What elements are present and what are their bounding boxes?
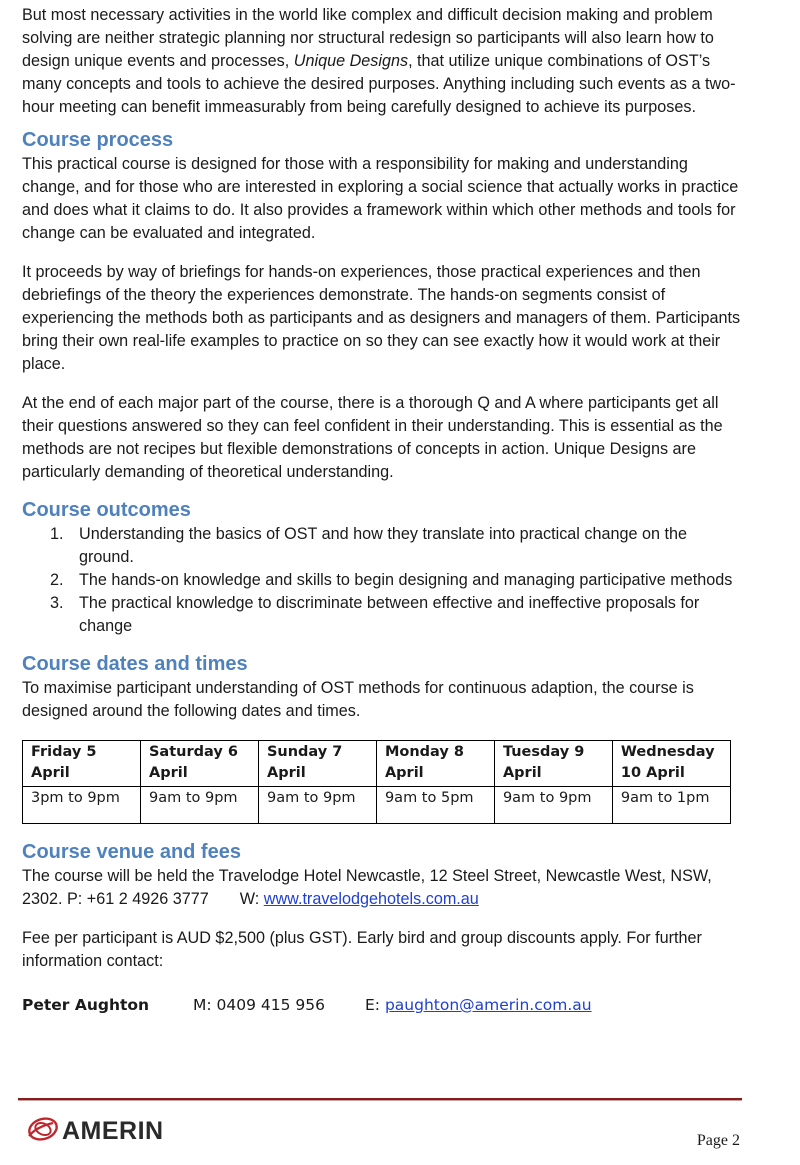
fee-paragraph: Fee per participant is AUD $2,500 (plus GST). Early bird and group discounts apply. For further information contact: — [22, 929, 702, 970]
course-dates-heading: Course dates and times — [22, 653, 248, 675]
course-process-heading: Course process — [22, 129, 174, 151]
list-number: 1. — [50, 525, 64, 543]
contact-name: Peter Aughton — [22, 996, 150, 1014]
amerin-logo — [26, 1114, 164, 1149]
table-cell: 9am to 9pm — [258, 787, 376, 824]
table-header-cell: Saturday 6 April — [140, 741, 258, 787]
course-outcomes-heading: Course outcomes — [22, 499, 191, 521]
course-process-paragraph-3: At the end of each major part of the course, there is a thorough Q and A where participants get all their questions answered so they can feel confident in their understanding. This is essential as the methods are not recipes but flexible demonstrations of concepts in action. Unique Designs are particularly demanding of theoretical understanding. — [22, 394, 723, 481]
course-process-paragraph-2: It proceeds by way of briefings for hands-on experiences, those practical experiences and then debriefings of the theory the experiences demonstrate. The hands-on segments consist of experiencing the methods both as participants and as designers and managers of them. Participants bring their own real-life examples to practice on so they can see exactly how it would work at their place. — [22, 263, 741, 373]
table-cell: 9am to 1pm — [612, 787, 730, 824]
logo-wordmark: AMERIN — [62, 1117, 164, 1145]
table-header-cell: Monday 8 April — [376, 741, 494, 787]
list-item — [22, 592, 742, 638]
list-number: 2. — [50, 571, 64, 589]
email-label: E: — [365, 996, 381, 1014]
list-number: 3. — [50, 594, 64, 612]
course-outcomes-list — [22, 523, 742, 638]
document-page — [22, 4, 742, 1016]
footer-divider — [18, 1098, 742, 1101]
page-number-value: 2 — [732, 1132, 740, 1149]
table-cell: 3pm to 9pm — [23, 787, 141, 824]
amerin-swirl-logo-icon — [26, 1114, 60, 1149]
schedule-table — [22, 740, 731, 824]
table-header-cell: Friday 5 April — [23, 741, 141, 787]
course-process-paragraph-1: This practical course is designed for those with a responsibility for making and understanding change, and for those who are interested in exploring a social science that actually works in practice and does what it claims to do. It also provides a framework within which other methods and tools for change can be evaluated and integrated. — [22, 155, 739, 242]
intro-text-start: But most necessary activities in the world like complex and difficult decision making and problem solving are neither strategic planning nor structural redesign so participants will also learn how to design unique events and processes, — [22, 6, 714, 70]
venue-text: The course will be held the Travelodge Hotel Newcastle, 12 Steel Street, Newcastle West, NSW, 2302. P: +61 2 4926 3777 — [22, 867, 712, 908]
intro-text-end: , that utilize unique combinations of OST’s many concepts and tools to achieve the desired purposes. Anything including such events as a two-hour meeting can benefit immeasurably from being carefully designed to achieve its purposes. — [22, 52, 736, 116]
page-number — [697, 1132, 740, 1150]
contact-email-link[interactable]: paughton@amerin.com.au — [384, 996, 592, 1014]
table-row — [23, 787, 731, 824]
list-item-text: The hands-on knowledge and skills to begin designing and managing participative methods — [79, 571, 733, 589]
unique-designs-emphasis: Unique Designs — [293, 52, 409, 70]
contact-mobile: M: 0409 415 956 — [193, 996, 325, 1014]
course-dates-intro: To maximise participant understanding of OST methods for continuous adaption, the course is designed around the following dates and times. — [22, 679, 694, 720]
course-venue-heading: Course venue and fees — [22, 841, 241, 863]
web-label: W: — [239, 890, 260, 908]
table-cell: 9am to 9pm — [140, 787, 258, 824]
page-label: Page — [696, 1132, 728, 1149]
table-header-cell: Tuesday 9 April — [494, 741, 612, 787]
table-header-cell: Wednesday 10 April — [612, 741, 730, 787]
list-item — [22, 523, 742, 569]
list-item — [22, 569, 742, 592]
hotel-website-link[interactable]: www.travelodgehotels.com.au — [263, 890, 479, 908]
venue-paragraph — [22, 865, 742, 911]
table-header-cell: Sunday 7 April — [258, 741, 376, 787]
table-cell: 9am to 5pm — [376, 787, 494, 824]
list-item-text: Understanding the basics of OST and how they translate into practical change on the ground. — [79, 525, 688, 566]
table-header-row — [23, 741, 731, 787]
contact-line — [22, 994, 742, 1016]
list-item-text: The practical knowledge to discriminate between effective and ineffective proposals for change — [79, 594, 700, 635]
table-cell: 9am to 9pm — [494, 787, 612, 824]
intro-paragraph — [22, 4, 742, 119]
contact-email-group — [365, 994, 592, 1016]
